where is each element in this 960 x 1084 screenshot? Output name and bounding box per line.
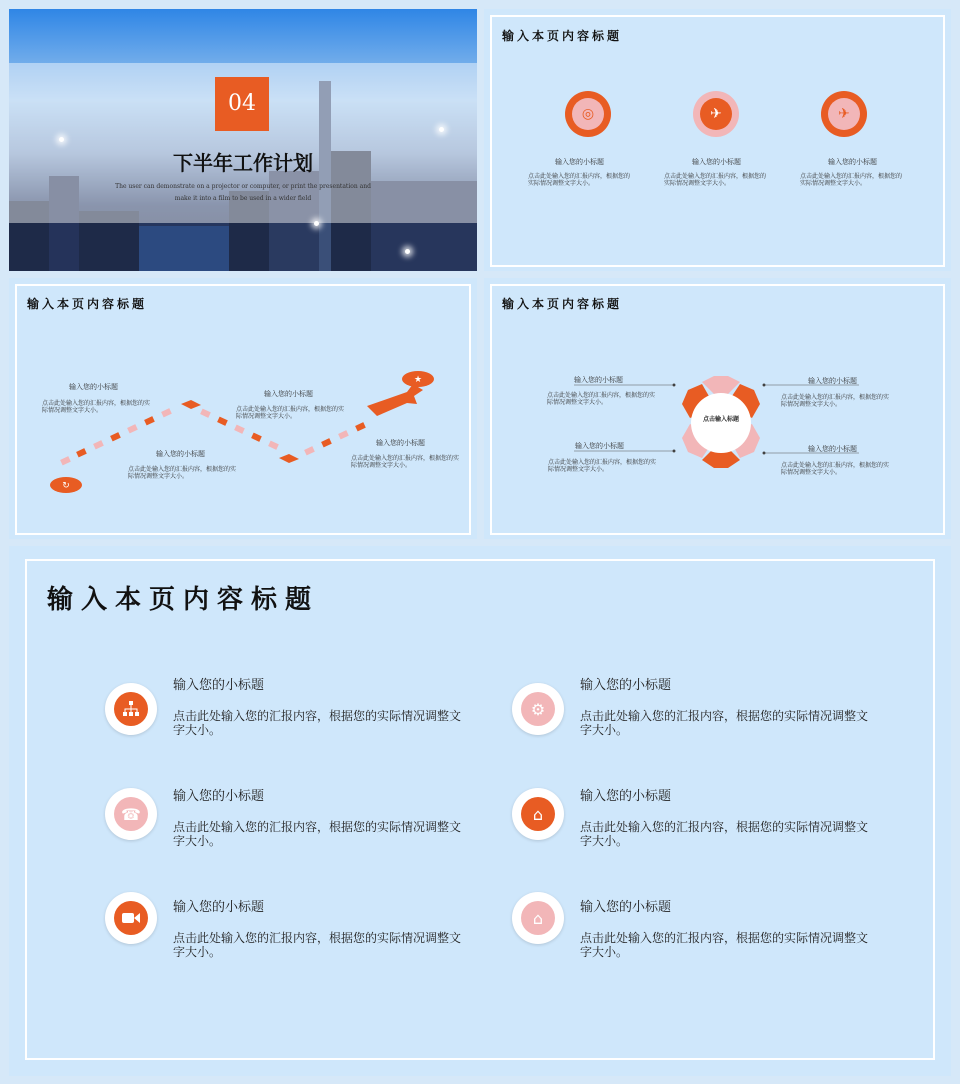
hexagon-flower-graphic — [484, 278, 951, 539]
item-text: 点击此处输入您的汇报内容，根据您的实际情况调整文字大小。 — [580, 709, 869, 737]
item-text: 点击此处输入您的汇报内容，根据您的实际情况调整文字大小。 — [664, 173, 767, 187]
slide-six-items — [9, 546, 951, 1076]
slide-title: 输入本页内容标题 — [502, 29, 623, 43]
item-text: 点击此处输入您的汇报内容，根据您的实际情况调整文字大小。 — [781, 394, 890, 408]
rocket-icon: ✈ — [693, 91, 739, 137]
item-subtitle: 输入您的小标题 — [828, 158, 877, 166]
item-text: 点击此处输入您的汇报内容，根据您的实际情况调整文字大小。 — [580, 820, 869, 848]
item-subtitle: 输入您的小标题 — [555, 158, 604, 166]
center-label: 点击输入标题 — [702, 416, 739, 423]
item-text: 点击此处输入您的汇报内容，根据您的实际情况调整文字大小。 — [547, 392, 656, 406]
slide-frame — [490, 15, 945, 267]
item-subtitle: 输入您的小标题 — [580, 678, 672, 693]
item-subtitle: 输入您的小标题 — [376, 439, 425, 447]
gear-icon: ⚙ — [512, 683, 564, 735]
item-text: 点击此处输入您的汇报内容，根据您的实际情况调整文字大小。 — [128, 466, 237, 480]
light-dot — [439, 127, 444, 132]
item-text: 点击此处输入您的汇报内容，根据您的实际情况调整文字大小。 — [173, 709, 462, 737]
home-icon: ⌂ — [512, 892, 564, 944]
svg-text:↻: ↻ — [62, 481, 70, 491]
slide-hexagon-flower — [484, 278, 951, 539]
item-text: 点击此处输入您的汇报内容，根据您的实际情况调整文字大小。 — [781, 462, 890, 476]
section-number: 04 — [215, 77, 269, 131]
slide-title: 输入本页内容标题 — [502, 297, 623, 311]
phone-icon: ☎ — [105, 788, 157, 840]
item-text: 点击此处输入您的汇报内容，根据您的实际情况调整文字大小。 — [528, 173, 631, 187]
item-text: 点击此处输入您的汇报内容，根据您的实际情况调整文字大小。 — [548, 459, 657, 473]
item-subtitle: 输入您的小标题 — [264, 390, 313, 398]
slide-cover — [9, 9, 477, 271]
slide-three-points — [484, 9, 951, 271]
slide-frame — [25, 559, 935, 1060]
item-text: 点击此处输入您的汇报内容，根据您的实际情况调整文字大小。 — [42, 400, 151, 414]
svg-text:★: ★ — [413, 375, 423, 385]
cover-description: The user can demonstrate on a projector or computer, or print the presentation and make it into a film to be used in a wider field — [115, 183, 371, 202]
item-subtitle: 输入您的小标题 — [808, 445, 857, 453]
item-text: 点击此处输入您的汇报内容，根据您的实际情况调整文字大小。 — [173, 820, 462, 848]
item-subtitle: 输入您的小标题 — [173, 900, 265, 915]
item-subtitle: 输入您的小标题 — [580, 789, 672, 804]
rocket-icon: ✈ — [821, 91, 867, 137]
video-camera-icon — [105, 892, 157, 944]
item-subtitle: 输入您的小标题 — [574, 376, 623, 384]
item-text: 点击此处输入您的汇报内容，根据您的实际情况调整文字大小。 — [800, 173, 903, 187]
item-text: 点击此处输入您的汇报内容，根据您的实际情况调整文字大小。 — [173, 931, 462, 959]
slide-title: 输入本页内容标题 — [27, 297, 148, 311]
light-dot — [59, 137, 64, 142]
item-subtitle: 输入您的小标题 — [69, 383, 118, 391]
item-text: 点击此处输入您的汇报内容，根据您的实际情况调整文字大小。 — [351, 455, 460, 469]
item-subtitle: 输入您的小标题 — [575, 442, 624, 450]
item-text: 点击此处输入您的汇报内容，根据您的实际情况调整文字大小。 — [236, 406, 345, 420]
home-icon: ⌂ — [512, 788, 564, 840]
slide-title: 输入本页内容标题 — [47, 585, 320, 615]
item-subtitle: 输入您的小标题 — [173, 678, 265, 693]
cover-title: 下半年工作计划 — [173, 151, 313, 175]
item-subtitle: 输入您的小标题 — [580, 900, 672, 915]
light-dot — [405, 249, 410, 254]
target-icon: ◎ — [565, 91, 611, 137]
item-text: 点击此处输入您的汇报内容，根据您的实际情况调整文字大小。 — [580, 931, 869, 959]
light-dot — [314, 221, 319, 226]
slide-zigzag-path — [9, 278, 477, 539]
item-subtitle: 输入您的小标题 — [173, 789, 265, 804]
org-chart-icon — [105, 683, 157, 735]
item-subtitle: 输入您的小标题 — [808, 377, 857, 385]
item-subtitle: 输入您的小标题 — [692, 158, 741, 166]
item-subtitle: 输入您的小标题 — [156, 450, 205, 458]
river — [139, 226, 229, 271]
